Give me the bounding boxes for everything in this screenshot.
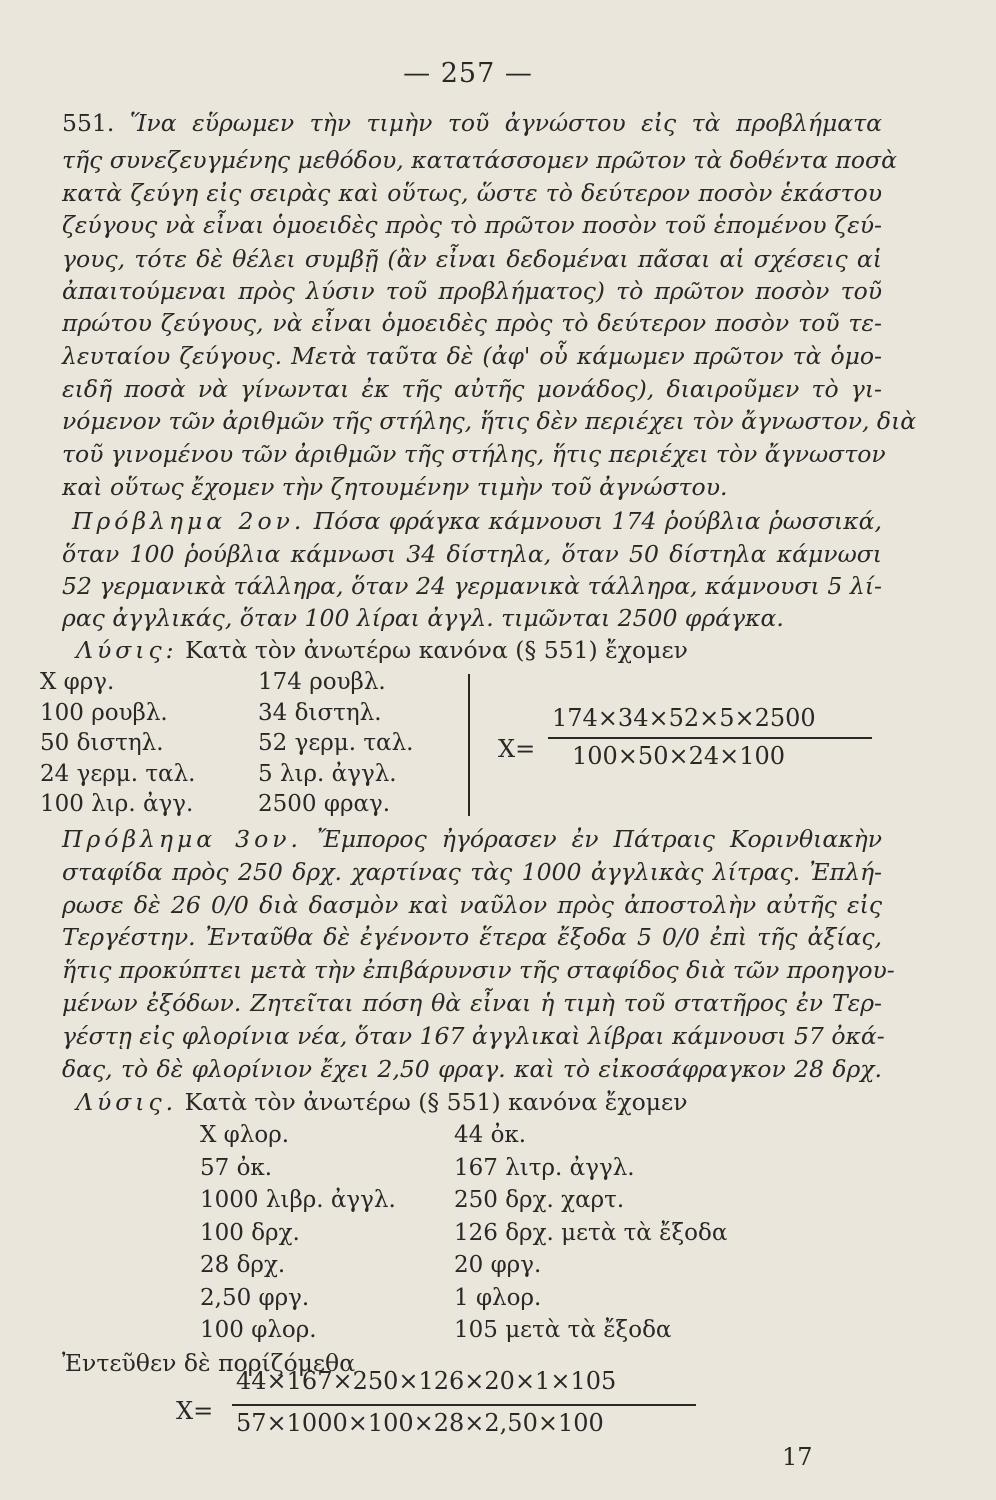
fraction-bar bbox=[232, 1404, 696, 1406]
fraction-bar bbox=[548, 737, 872, 739]
table-cell: Χ φργ. bbox=[40, 669, 115, 695]
section-line: γους, τότε δὲ θέλει συμβῇ (ἂν εἶναι δεδομέναι πᾶσαι αἱ σχέσεις αἱ bbox=[62, 245, 882, 273]
solution-label: Λύσις. bbox=[76, 1088, 178, 1116]
problem3-table-right bbox=[454, 1119, 727, 1347]
table-cell: 34 διστηλ. bbox=[258, 699, 382, 726]
table-cell: 1000 λιβρ. ἀγγλ. bbox=[200, 1187, 396, 1213]
table-cell: 2,50 φργ. bbox=[200, 1284, 310, 1311]
conclusion-text: Ἐντεῦθεν δὲ πορίζόμεθα bbox=[62, 1349, 356, 1377]
section-number: 551. bbox=[62, 109, 115, 137]
section-line: κατὰ ζεύγη εἰς σειρὰς καὶ οὕτως, ὥστε τὸ δεύτερον ποσὸν ἑκάστου bbox=[62, 179, 882, 207]
signature-mark: 17 bbox=[782, 1443, 813, 1471]
problem3-text: Ἔμπορος ἠγόρασεν ἐν Πάτραις Κορινθιακὴν bbox=[317, 825, 883, 853]
section-line: καὶ οὕτως ἔχομεν τὴν ζητουμένην τιμὴν τοῦ ἀγνώστου. bbox=[62, 473, 728, 501]
problem3-table-left bbox=[200, 1119, 396, 1347]
table-cell: 24 γερμ. ταλ. bbox=[40, 760, 196, 787]
table-cell: 44 ὀκ. bbox=[454, 1122, 527, 1148]
formula-numerator: 44×167×250×126×20×1×105 bbox=[236, 1367, 617, 1395]
problem3-line: δας, τὸ δὲ φλορίνιον ἔχει 2,50 φραγ. καὶ τὸ εἰκοσάφραγκον 28 δρχ. bbox=[62, 1055, 882, 1083]
table-cell: 100 λιρ. ἀγγ. bbox=[40, 791, 194, 817]
formula-denominator: 57×1000×100×28×2,50×100 bbox=[236, 1409, 604, 1437]
section-line: τῆς συνεζευγμένης μεθόδου, κατατάσσομεν πρῶτον τὰ δοθέντα ποσὰ bbox=[62, 146, 897, 174]
table-cell: 250 δρχ. χαρτ. bbox=[454, 1187, 625, 1213]
table-cell: 1 φλορ. bbox=[454, 1284, 542, 1311]
problem2-line: ὅταν 100 ῥούβλια κάμνωσι 34 δίστηλα, ὅταν 50 δίστηλα κάμνωσι bbox=[62, 540, 882, 568]
problem3-label: Πρόβλημα 3ον. bbox=[62, 825, 303, 853]
section-text: Ἵνα εὕρωμεν τὴν τιμὴν τοῦ ἀγνώστου εἰς τὰ προβλήματα bbox=[129, 109, 882, 137]
problem2-label: Πρόβλημα 2ον. bbox=[72, 507, 306, 535]
problem3-line: σταφίδα πρὸς 250 δρχ. χαρτίνας τὰς 1000 ἀγγλικὰς λίτρας. Ἐπλή- bbox=[62, 858, 882, 886]
table-cell: 126 δρχ. μετὰ τὰ ἔξοδα bbox=[454, 1219, 728, 1246]
table-cell: 2500 φραγ. bbox=[258, 791, 391, 817]
section-line: ειδῆ ποσὰ νὰ γίνωνται ἐκ τῆς αὐτῆς μονάδος), διαιροῦμεν τὸ γι- bbox=[62, 375, 882, 403]
solution-text: Κατὰ τὸν ἀνωτέρω κανόνα (§ 551) ἔχομεν bbox=[185, 636, 688, 664]
problem3-line: ρωσε δὲ 26 0/0 διὰ δασμὸν καὶ ναῦλον πρὸς ἀποστολὴν αὐτῆς εἰς bbox=[62, 891, 882, 919]
problem3-line: ἥτις προκύπτει μετὰ τὴν ἐπιβάρυνσιν τῆς σταφίδος διὰ τῶν προηγου- bbox=[62, 956, 895, 984]
table-cell: 174 ρουβλ. bbox=[258, 669, 386, 695]
table-cell: 167 λιτρ. ἀγγλ. bbox=[454, 1154, 635, 1181]
formula-numerator: 174×34×52×5×2500 bbox=[552, 704, 816, 732]
problem2-text: Πόσα φράγκα κάμνουσι 174 ῥούβλια ῥωσσικά, bbox=[313, 507, 882, 535]
section-line: ζεύγους νὰ εἶναι ὁμοειδὲς πρὸς τὸ πρῶτον ποσὸν τοῦ ἑπομένου ζεύ- bbox=[62, 211, 882, 239]
problem3-line bbox=[62, 822, 882, 856]
problem3-solution bbox=[76, 1085, 896, 1119]
formula-denominator: 100×50×24×100 bbox=[572, 742, 786, 770]
problem2-line: 52 γερμανικὰ τάλληρα, ὅταν 24 γερμανικὰ τάλληρα, κάμνουσι 5 λί- bbox=[62, 572, 882, 600]
problem3-line: μένων ἐξόδων. Ζητεῖται πόση θὰ εἶναι ἡ τιμὴ τοῦ στατῆρος ἐν Τερ- bbox=[62, 989, 882, 1017]
formula-lhs: Χ= bbox=[176, 1397, 214, 1425]
solution-text: Κατὰ τὸν ἀνωτέρω (§ 551) κανόνα ἔχομεν bbox=[184, 1088, 688, 1116]
formula-lhs: Χ= bbox=[498, 735, 536, 763]
section-line: πρώτου ζεύγους, νὰ εἶναι ὁμοειδὲς πρὸς τὸ δεύτερον ποσὸν τοῦ τε- bbox=[62, 309, 882, 337]
section-line: τοῦ γινομένου τῶν ἀριθμῶν τῆς στήλης, ἥτις περιέχει τὸν ἄγνωστον bbox=[62, 440, 886, 468]
page-number: — 257 — bbox=[403, 58, 533, 89]
problem2-table-right bbox=[258, 667, 413, 820]
table-cell: Χ φλορ. bbox=[200, 1122, 290, 1148]
problem2-table-left bbox=[40, 667, 195, 820]
section-line: νόμενον τῶν ἀριθμῶν τῆς στήλης, ἥτις δὲν περιέχει τὸν ἄγνωστον, διὰ bbox=[62, 407, 917, 435]
table-cell: 100 φλορ. bbox=[200, 1317, 317, 1343]
problem3-line: γέστῃ εἰς φλορίνια νέα, ὅταν 167 ἀγγλικαὶ λίβραι κάμνουσι 57 ὀκά- bbox=[62, 1022, 885, 1050]
table-cell: 52 γερμ. ταλ. bbox=[258, 730, 414, 756]
section-line: ἀπαιτούμεναι πρὸς λύσιν τοῦ προβλήματος) τὸ πρῶτον ποσὸν τοῦ bbox=[62, 277, 882, 305]
table-cell: 5 λιρ. ἀγγλ. bbox=[258, 760, 397, 787]
table-cell: 20 φργ. bbox=[454, 1252, 542, 1278]
section-line: λευταίου ζεύγους. Μετὰ ταῦτα δὲ (ἀφ' οὗ κάμωμεν πρῶτον τὰ ὁμο- bbox=[62, 342, 882, 370]
problem2-line: ρας ἀγγλικάς, ὅταν 100 λίραι ἀγγλ. τιμῶνται 2500 φράγκα. bbox=[62, 604, 784, 632]
table-cell: 50 διστηλ. bbox=[40, 730, 164, 756]
solution-label: Λύσις: bbox=[76, 636, 178, 664]
table-cell: 100 ρουβλ. bbox=[40, 699, 168, 726]
table-cell: 105 μετὰ τὰ ἔξοδα bbox=[454, 1317, 672, 1343]
table-cell: 28 δρχ. bbox=[200, 1252, 286, 1278]
section-line bbox=[62, 106, 882, 140]
problem2-solution bbox=[76, 633, 896, 667]
problem2-line bbox=[62, 504, 882, 538]
problem3-line: Τεργέστην. Ἐνταῦθα δὲ ἐγένοντο ἕτερα ἔξοδα 5 0/0 ἐπὶ τῆς ἀξίας, bbox=[62, 923, 882, 951]
brace-line bbox=[468, 674, 470, 816]
table-cell: 57 ὀκ. bbox=[200, 1154, 273, 1181]
table-cell: 100 δρχ. bbox=[200, 1219, 300, 1246]
